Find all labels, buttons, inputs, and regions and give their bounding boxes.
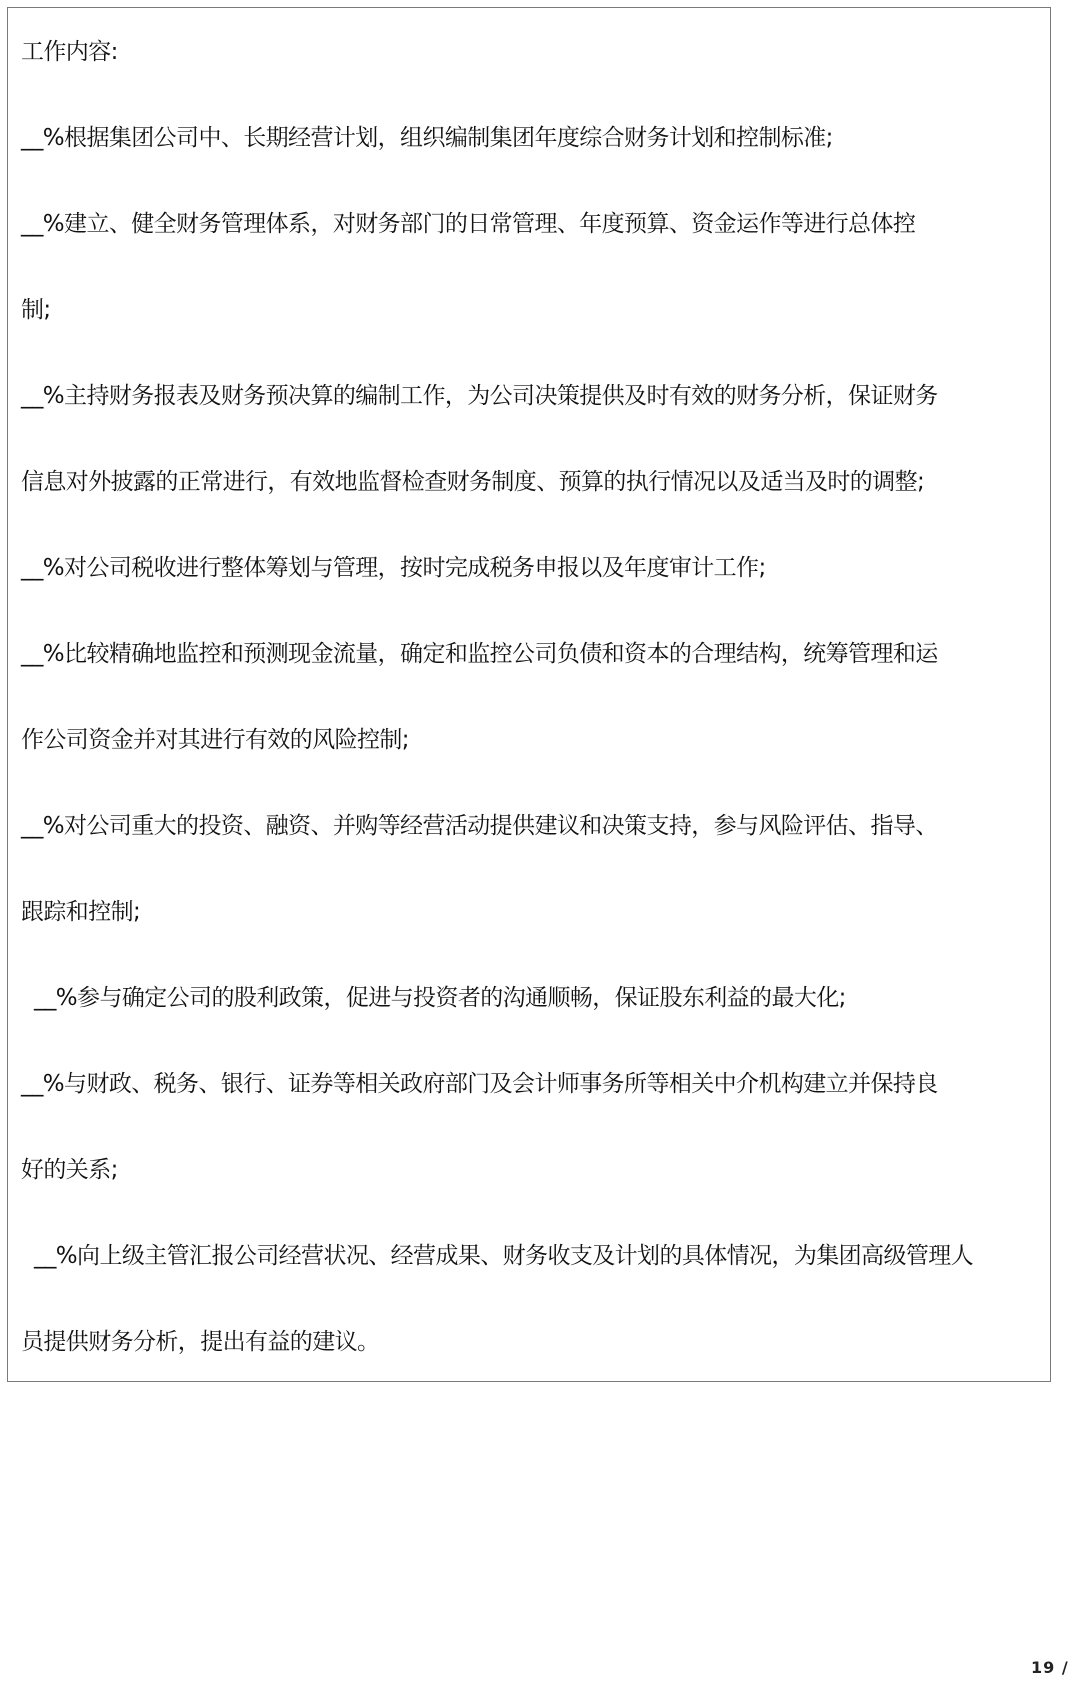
- duty-line: __%与财政、税务、银行、证券等相关政府部门及会计师事务所等相关中介机构建立并保持良: [21, 1071, 938, 1097]
- duty-line: 跟踪和控制;: [21, 899, 141, 925]
- duty-line: __%向上级主管汇报公司经营状况、经营成果、财务收支及计划的具体情况，为集团高级管理人: [34, 1243, 974, 1269]
- duty-list: [21, 28, 1044, 1404]
- duty-line: __%对公司重大的投资、融资、并购等经营活动提供建议和决策支持，参与风险评估、指导、: [21, 813, 938, 839]
- duty-line: __%对公司税收进行整体筹划与管理，按时完成税务申报以及年度审计工作;: [21, 555, 766, 581]
- duty-line: 信息对外披露的正常进行，有效地监督检查财务制度、预算的执行情况以及适当及时的调整;: [21, 469, 925, 495]
- page-number: 19 /: [1031, 1658, 1069, 1677]
- duty-line: 作公司资金并对其进行有效的风险控制;: [21, 727, 409, 753]
- duty-line: __%比较精确地监控和预测现金流量，确定和监控公司负债和资本的合理结构，统筹管理和运: [21, 641, 938, 667]
- duty-line: __%参与确定公司的股利政策，促进与投资者的沟通顺畅，保证股东利益的最大化;: [34, 985, 846, 1011]
- duty-line: __%主持财务报表及财务预决算的编制工作，为公司决策提供及时有效的财务分析，保证财务: [21, 383, 938, 409]
- duty-line: 员提供财务分析，提出有益的建议。: [21, 1329, 380, 1355]
- duty-line: 好的关系;: [21, 1157, 118, 1183]
- duty-line: __%建立、健全财务管理体系，对财务部门的日常管理、年度预算、资金运作等进行总体控: [21, 211, 916, 237]
- duty-line: __%根据集团公司中、长期经营计划，组织编制集团年度综合财务计划和控制标准;: [21, 125, 833, 151]
- duty-line: 制;: [21, 297, 51, 323]
- duties-heading: 工作内容:: [21, 39, 118, 65]
- job-duties-box: [7, 7, 1051, 1382]
